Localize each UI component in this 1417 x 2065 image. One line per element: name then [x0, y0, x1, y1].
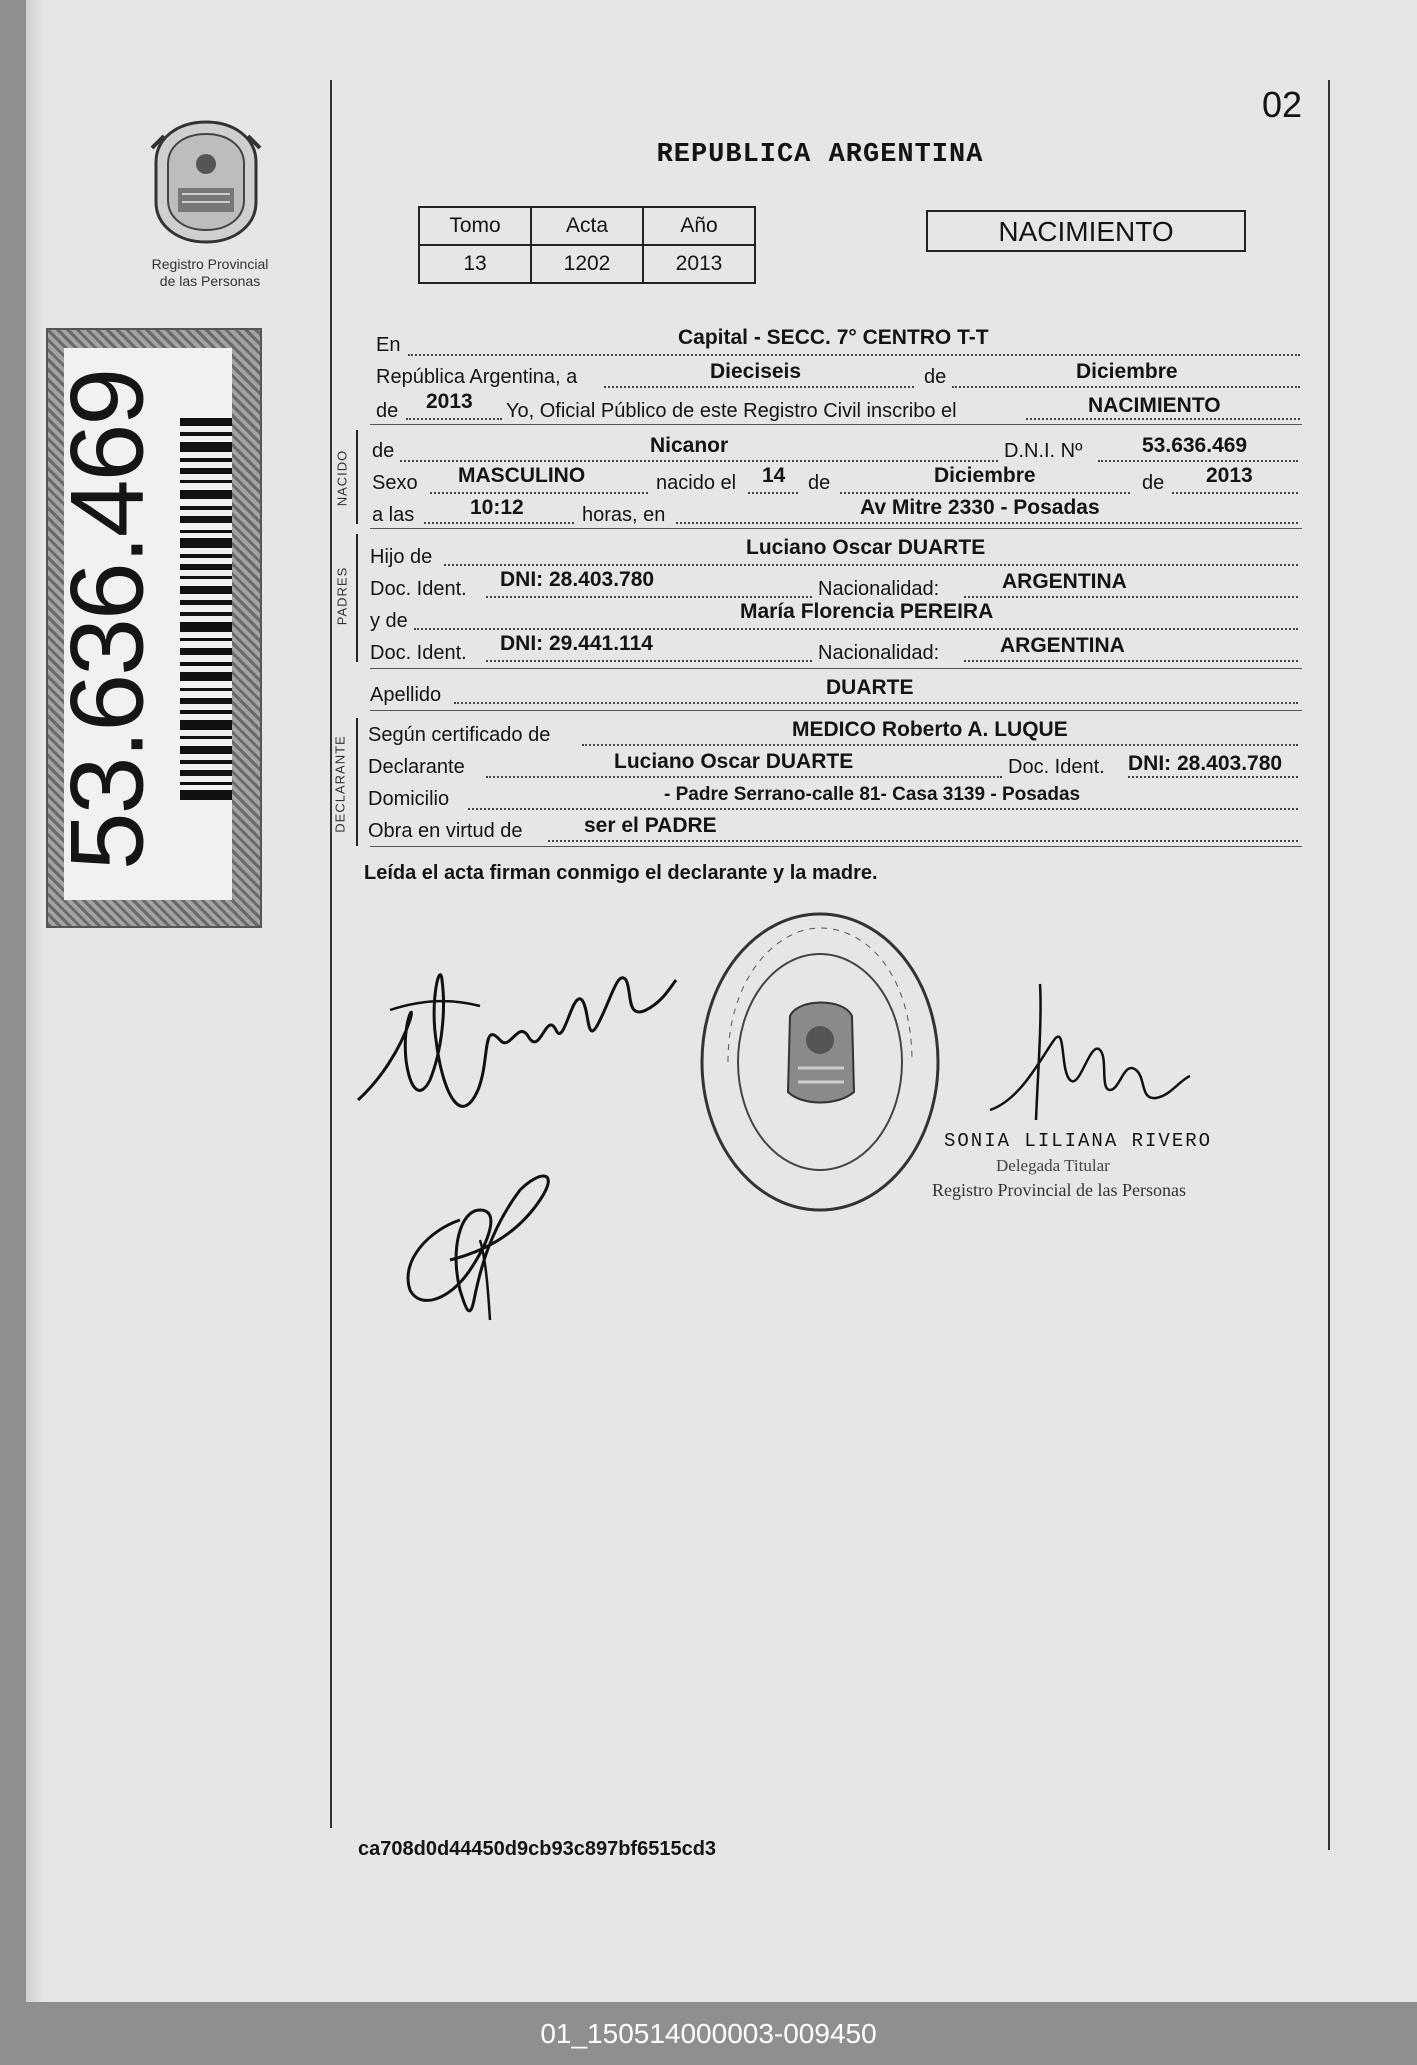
mother-doc: DNI: 29.441.114	[500, 632, 653, 655]
registration-month: Diciembre	[1076, 360, 1178, 383]
dotted-line	[454, 702, 1298, 704]
left-margin-line	[330, 80, 332, 1828]
dotted-line	[414, 628, 1298, 630]
closing-statement: Leída el acta firman conmigo el declarante y la madre.	[364, 862, 878, 884]
official-name: SONIA LILIANA RIVERO	[944, 1130, 1213, 1152]
registration-day: Dieciseis	[710, 360, 802, 383]
dni-label: D.N.I. Nº	[1004, 440, 1083, 462]
sex-label: Sexo	[372, 472, 418, 494]
birth-place: Av Mitre 2330 - Posadas	[860, 496, 1100, 519]
dotted-line	[840, 492, 1130, 494]
official-stamp	[698, 906, 944, 1214]
de-label: de	[808, 472, 831, 494]
dotted-line	[952, 386, 1300, 388]
value-acta: 1202	[531, 245, 643, 283]
dotted-line	[676, 522, 1298, 524]
father-name: Luciano Oscar DUARTE	[746, 536, 986, 559]
dotted-line	[408, 354, 1300, 356]
page-shadow	[26, 0, 44, 2002]
dotted-line	[400, 460, 998, 462]
child-name: Nicanor	[650, 434, 729, 457]
record-table	[418, 206, 756, 284]
value-tomo: 13	[419, 245, 531, 283]
dotted-line	[486, 776, 1002, 778]
dotted-line	[604, 386, 914, 388]
registration-year: 2013	[426, 390, 473, 413]
certificate-issuer: MEDICO Roberto A. LUQUE	[792, 718, 1068, 741]
born-label: nacido el	[656, 472, 737, 494]
barcode-bars	[180, 418, 232, 806]
section-rule	[370, 424, 1302, 425]
section-bar	[356, 534, 358, 662]
birth-year: 2013	[1206, 464, 1253, 487]
section-rule	[370, 668, 1302, 669]
official-role: Delegada Titular	[996, 1156, 1110, 1175]
doc-label: Doc. Ident.	[370, 642, 467, 664]
date-label: República Argentina, a	[376, 366, 578, 388]
nationality-label: Nacionalidad:	[818, 642, 940, 664]
hours-label: horas, en	[582, 504, 666, 526]
dotted-line	[1026, 418, 1300, 420]
barcode-number-text: 53.636.469	[49, 369, 166, 871]
mother-signature	[390, 1150, 570, 1330]
father-label: Hijo de	[370, 546, 433, 568]
name-label: de	[372, 440, 395, 462]
header-tomo: Tomo	[419, 207, 531, 245]
dotted-line	[748, 492, 798, 494]
birth-time: 10:12	[470, 496, 524, 519]
mother-nationality: ARGENTINA	[1000, 634, 1125, 657]
virtue-label: Obra en virtud de	[368, 820, 523, 842]
country-title: REPUBLICA ARGENTINA	[656, 140, 984, 170]
scan-file-code: 01_150514000003-009450	[540, 2018, 877, 2049]
doc-label: Doc. Ident.	[370, 578, 467, 600]
mother-name: María Florencia PEREIRA	[740, 600, 994, 623]
de-label: de	[376, 400, 399, 422]
dotted-line	[1098, 460, 1298, 462]
dotted-line	[406, 418, 502, 420]
section-rule	[370, 846, 1302, 847]
record-table-header	[419, 207, 755, 245]
child-dni: 53.636.469	[1142, 434, 1248, 457]
header-ano: Año	[643, 207, 755, 245]
dotted-line	[444, 564, 1298, 566]
registry-office: Capital - SECC. 7° CENTRO T-T	[678, 326, 989, 349]
declarant-signature	[350, 940, 690, 1140]
registry-label-line1: Registro Provincial	[151, 256, 269, 272]
record-table-values	[419, 245, 755, 283]
dotted-line	[582, 744, 1298, 746]
dotted-line	[430, 492, 648, 494]
dotted-line	[964, 596, 1298, 598]
registry-label	[120, 256, 300, 290]
record-type-box: NACIMIENTO	[926, 210, 1246, 252]
inscription-text: Yo, Oficial Público de este Registro Civil inscribo el	[506, 400, 957, 422]
section-rule	[370, 710, 1302, 711]
declarant-role: ser el PADRE	[584, 814, 717, 837]
right-margin-line	[1328, 80, 1330, 1850]
nationality-label: Nacionalidad:	[818, 578, 940, 600]
dotted-line	[964, 660, 1298, 662]
dotted-line	[468, 808, 1298, 810]
section-bar	[356, 430, 358, 524]
dotted-line	[548, 840, 1298, 842]
dotted-line	[1172, 492, 1298, 494]
dotted-line	[424, 522, 574, 524]
place-label: En	[376, 334, 401, 356]
province-seal-icon	[148, 118, 264, 246]
dotted-line	[486, 596, 812, 598]
registry-label-line2: de las Personas	[159, 273, 261, 289]
document-hash: ca708d0d44450d9cb93c897bf6515cd3	[358, 1838, 717, 1860]
section-rule	[370, 528, 1302, 529]
de-label: de	[924, 366, 947, 388]
declarant-label: Declarante	[368, 756, 465, 778]
certificate-label: Según certificado de	[368, 724, 551, 746]
time-label: a las	[372, 504, 415, 526]
birth-day: 14	[762, 464, 786, 487]
dotted-line	[1128, 776, 1298, 778]
official-signature	[960, 980, 1200, 1130]
inscription-type: NACIMIENTO	[1088, 394, 1221, 417]
address-label: Domicilio	[368, 788, 450, 810]
header-acta: Acta	[531, 207, 643, 245]
section-bar	[356, 718, 358, 846]
child-sex: MASCULINO	[458, 464, 586, 487]
declarant-address: - Padre Serrano-calle 81- Casa 3139 - Posadas	[664, 784, 1081, 805]
official-office: Registro Provincial de las Personas	[932, 1180, 1186, 1200]
father-nationality: ARGENTINA	[1002, 570, 1127, 593]
de-label: de	[1142, 472, 1165, 494]
mother-label: y de	[370, 610, 408, 632]
father-doc: DNI: 28.403.780	[500, 568, 655, 591]
page-number: 02	[1262, 84, 1303, 125]
dotted-line	[486, 660, 812, 662]
surname-label: Apellido	[370, 684, 442, 706]
declarant-doc: DNI: 28.403.780	[1128, 752, 1283, 775]
declarant-name: Luciano Oscar DUARTE	[614, 750, 854, 773]
surname: DUARTE	[826, 676, 914, 699]
value-ano: 2013	[643, 245, 755, 283]
birth-month: Diciembre	[934, 464, 1036, 487]
doc-label: Doc. Ident.	[1008, 756, 1105, 778]
